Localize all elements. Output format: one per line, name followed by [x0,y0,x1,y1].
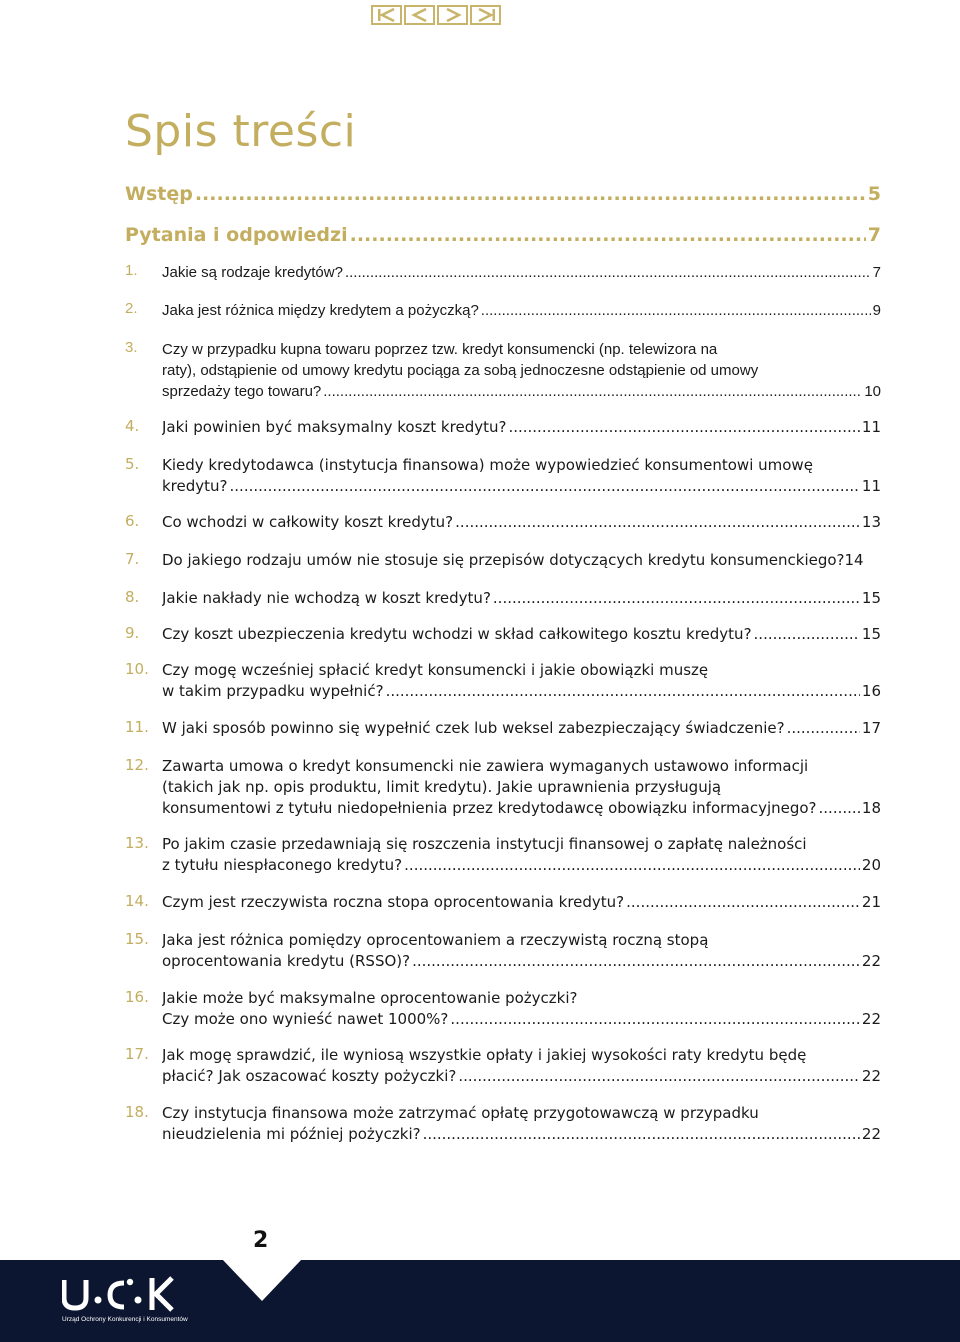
toc-item-page: 11 [861,477,881,495]
toc-item-last-line [162,798,881,819]
toc-item-body [162,455,881,497]
last-page-icon [474,8,498,22]
toc-leader-dots [626,892,860,913]
toc-leader-dots [404,855,860,876]
toc-section[interactable] [125,224,881,250]
toc-item-page: 13 [861,513,881,531]
toc-item-body [162,1103,881,1145]
toc-item-last-line [162,855,881,876]
toc-item-body [162,300,881,321]
toc-item-body [162,512,881,533]
toc-item-last-line [162,624,881,645]
toc-item-number: 17. [125,1045,149,1063]
toc-item-body [162,588,881,609]
toc-item-number: 12. [125,756,149,774]
logo-caption: Urząd Ochrony Konkurencji i Konsumentów [62,1316,188,1323]
toc-item-last-line [162,381,881,402]
toc-item-page: 17 [861,719,881,737]
toc-item-text-line: raty), odstąpienie od umowy kredytu pociąga za sobą jednoczesne odstąpienie od umowy [162,362,759,379]
toc-item-number: 1. [125,262,138,279]
toc-item-text: Czy może ono wynieść nawet 1000%? [162,1010,449,1028]
toc-item-number: 4. [125,417,140,435]
toc-item-last-line [162,262,881,283]
toc-leader-dots [230,476,860,497]
toc-item-page: 22 [861,1067,881,1085]
toc-item-body [162,718,881,739]
toc-item-text: Czym jest rzeczywista roczna stopa oprocentowania kredytu? [162,893,625,911]
toc-item-page: 14 [844,551,864,569]
toc-item-last-line [162,718,881,739]
toc-leader-dots [195,183,866,205]
toc-item-text-line: Jaka jest różnica pomiędzy oprocentowaniem a rzeczywistą roczną stopą [162,931,709,949]
toc-leader-dots [350,224,866,246]
toc-item-number: 11. [125,718,149,736]
toc-item-text: konsumentowi z tytułu niedopełnienia przez kredytodawcę obowiązku informacyjnego? [162,799,817,817]
uokik-logo-icon [62,1274,184,1314]
toc-item-last-line [162,1066,881,1087]
toc-item-number: 7. [125,550,140,568]
toc-leader-dots [508,417,859,438]
toc-item-last-line [162,476,881,497]
toc-leader-dots [345,262,871,283]
previous-page-icon [408,8,432,22]
toc-item-body [162,339,881,402]
toc-item-last-line [162,300,881,321]
toc-item-text-line: Po jakim czasie przedawniają się roszczenia instytucji finansowej o zapłatę należności [162,835,807,853]
footer-notch [222,1259,302,1301]
toc-item-number: 10. [125,660,149,678]
toc-item-page: 10 [864,383,881,400]
toc-item-page: 22 [861,952,881,970]
toc-item-body [162,660,881,702]
toc-item-number: 3. [125,339,138,356]
toc-item-text: W jaki sposób powinno się wypełnić czek lub weksel zabezpieczający świadczenie? [162,719,785,737]
toc-item-number: 18. [125,1103,149,1121]
toc-item-text: oprocentowania kredytu (RSSO)? [162,952,411,970]
toc-item-body [162,550,881,571]
toc-item-last-line [162,1009,881,1030]
toc-item-body [162,756,881,819]
toc-item-page: 7 [872,264,881,281]
toc-item-page: 21 [861,893,881,911]
toc-item-last-line [162,588,881,609]
page-navigation [371,5,501,25]
toc-item-number: 6. [125,512,140,530]
toc-item-last-line [162,951,881,972]
toc-item-text-line: Czy w przypadku kupna towaru poprzez tzw. kredyt konsumencki (np. telewizora na [162,341,718,358]
toc-item-page: 11 [861,418,881,436]
next-page-icon [441,8,465,22]
toc-item-text: Do jakiego rodzaju umów nie stosuje się przepisów dotyczących kredytu konsumenckiego? [162,551,845,569]
toc-leader-dots [450,1009,860,1030]
toc-section-page: 5 [867,183,881,205]
last-page-button[interactable] [470,5,501,25]
toc-item-number: 13. [125,834,149,852]
toc-item-body [162,988,881,1030]
toc-item-number: 9. [125,624,140,642]
toc-item-page: 15 [861,589,881,607]
toc-section[interactable] [125,183,881,209]
toc-item-text-line: Kiedy kredytodawca (instytucja finansowa) może wypowiedzieć konsumentowi umowę [162,456,813,474]
toc-leader-dots [493,588,860,609]
toc-section-title: Pytania i odpowiedzi [125,224,348,246]
toc-item-text: Jakie są rodzaje kredytów? [162,264,343,281]
toc-item-text: Co wchodzi w całkowity koszt kredytu? [162,513,454,531]
toc-item-number: 15. [125,930,149,948]
toc-leader-dots [754,624,860,645]
toc-item-page: 22 [861,1010,881,1028]
toc-leader-dots [455,512,860,533]
toc-leader-dots [323,381,862,402]
toc-item-body [162,892,881,913]
toc-item-text: Jaki powinien być maksymalny koszt kredytu? [162,418,507,436]
page-number: 2 [253,1228,269,1253]
next-page-button[interactable] [437,5,468,25]
toc-item-number: 8. [125,588,140,606]
toc-item-page: 9 [872,302,881,319]
toc-section-page: 7 [867,224,881,246]
toc-item-text: nieudzielenia mi później pożyczki? [162,1125,421,1143]
toc-section-title: Wstęp [125,183,193,205]
toc-leader-dots [423,1124,860,1145]
toc-item-last-line [162,512,881,533]
toc-item-last-line [162,417,881,438]
toc-leader-dots [412,951,860,972]
toc-item-page: 22 [861,1125,881,1143]
toc-leader-dots [458,1066,860,1087]
toc-item-text: w takim przypadku wypełnić? [162,682,384,700]
toc-item-body [162,417,881,438]
toc-item-page: 18 [861,799,881,817]
toc-leader-dots [481,300,871,321]
toc-item-last-line [162,681,881,702]
toc-item-body [162,1045,881,1087]
toc-item-text: płacić? Jak oszacować koszty pożyczki? [162,1067,457,1085]
toc-item-page: 20 [861,856,881,874]
toc-item-text: z tytułu niespłaconego kredytu? [162,856,403,874]
toc-item-page: 16 [861,682,881,700]
toc-item-page: 15 [861,625,881,643]
toc-item-text-line: Czy mogę wcześniej spłacić kredyt konsumencki i jakie obowiązki muszę [162,661,709,679]
toc-item-text: Jakie nakłady nie wchodzą w koszt kredytu? [162,589,491,607]
toc-item-text-line: (takich jak np. opis produktu, limit kredytu). Jakie uprawnienia przysługują [162,778,722,796]
previous-page-button[interactable] [404,5,435,25]
toc-item-text: sprzedaży tego towaru? [162,383,322,400]
toc-item-text-line: Jak mogę sprawdzić, ile wyniosą wszystkie opłaty i jakiej wysokości raty kredytu będę [162,1046,807,1064]
toc-item-body [162,834,881,876]
toc-leader-dots [819,798,860,819]
toc-item-last-line [162,1124,881,1145]
toc-item-text: Czy koszt ubezpieczenia kredytu wchodzi w skład całkowitego kosztu kredytu? [162,625,752,643]
first-page-icon [375,8,399,22]
toc-item-number: 2. [125,300,138,317]
toc-item-text: Jaka jest różnica między kredytem a pożyczką? [162,302,479,319]
toc-item-body [162,262,881,283]
toc-item-number: 16. [125,988,149,1006]
toc-item-body [162,624,881,645]
toc-item-text: kredytu? [162,477,228,495]
toc-leader-dots [787,718,860,739]
toc-item-number: 14. [125,892,149,910]
toc-item-text-line: Zawarta umowa o kredyt konsumencki nie zawiera wymaganych ustawowo informacji [162,757,809,775]
toc-leader-dots [386,681,860,702]
toc-item-text-line: Czy instytucja finansowa może zatrzymać opłatę przygotowawczą w przypadku [162,1104,759,1122]
toc-item-last-line [162,892,881,913]
page-title: Spis treści [125,106,357,157]
toc-item-last-line [162,550,881,571]
toc-item-body [162,930,881,972]
toc-item-number: 5. [125,455,140,473]
toc-item-text-line: Jakie może być maksymalne oprocentowanie pożyczki? [162,989,578,1007]
first-page-button[interactable] [371,5,402,25]
